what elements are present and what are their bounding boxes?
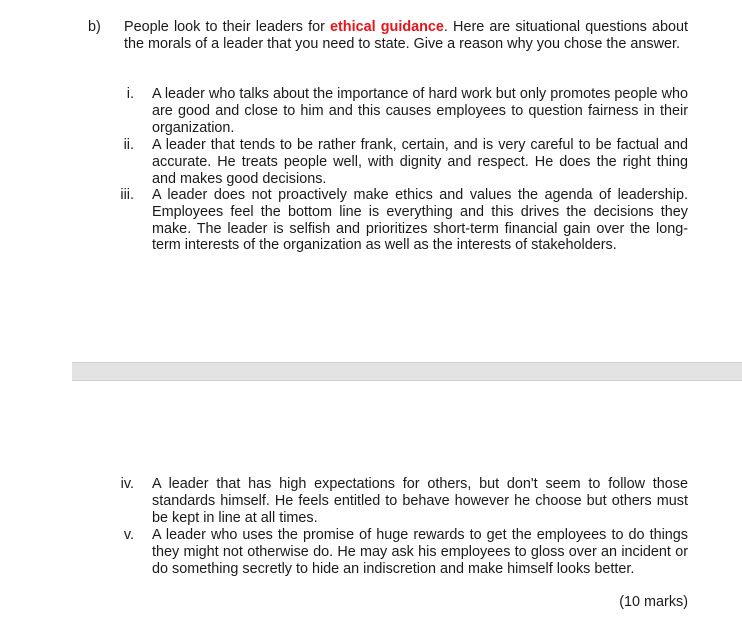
marks-allocation: (10 marks) (619, 594, 688, 610)
intro-highlight: ethical guidance (330, 19, 444, 35)
question-marker: b) (88, 19, 101, 35)
list-item-iv: A leader that has high expectations for others, but don't seem to follow those standards himself. He feels entitled to behave however he choose but others must be kept in line at all times. (152, 476, 688, 526)
item-numeral-iii: iii. (120, 187, 134, 203)
page-top-fragment (620, 0, 660, 2)
list-item-ii: A leader that tends to be rather frank, certain, and is very careful to be factual and accurate. He treats people well, with dignity and respect. He does the right thing and makes good decisions. (152, 137, 688, 187)
intro-text-end: . Here are situational questions about the morals of a leader that you need to state. Give a reason why you chose the answer. (124, 19, 688, 52)
page-break-band (72, 362, 742, 381)
list-item-v: A leader who uses the promise of huge rewards to get the employees to do things they might not otherwise do. He may ask his employees to gloss over an incident or do something secretly to hide an indiscretion and make himself looks better. (152, 527, 688, 577)
list-item-iii: A leader does not proactively make ethics and values the agenda of leadership. Employees feel the bottom line is everything and this drives the decisions they make. The leader is selfish and prioritizes short-term financial gain over the long-term interests of the organization as well as the interests of stakeholders. (152, 187, 688, 254)
list-item-i: A leader who talks about the importance of hard work but only promotes people who are good and close to him and this causes employees to question fairness in their organization. (152, 86, 688, 136)
intro-text-start: People look to their leaders for (124, 19, 331, 35)
question-intro (124, 19, 688, 53)
item-numeral-iv: iv. (120, 476, 134, 492)
item-numeral-i: i. (126, 86, 134, 102)
item-numeral-ii: ii. (123, 137, 134, 153)
item-numeral-v: v. (123, 527, 134, 543)
